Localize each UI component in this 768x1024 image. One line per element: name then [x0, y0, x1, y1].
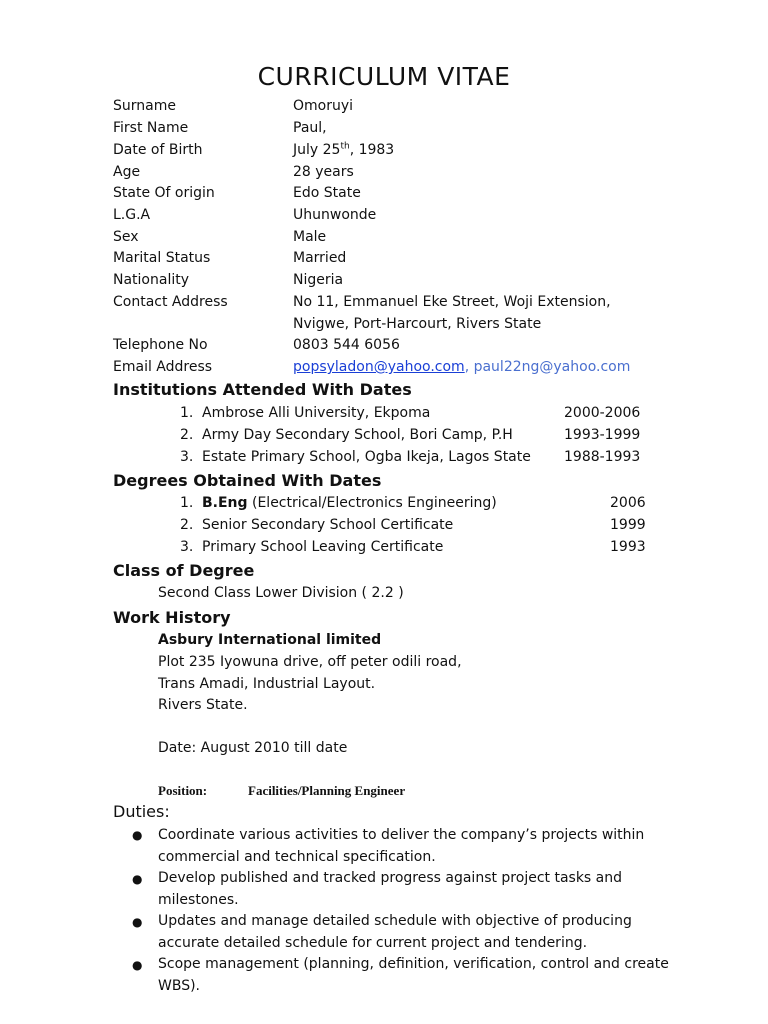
duty-item — [158, 954, 678, 997]
position-value: Facilities/Planning Engineer — [248, 783, 406, 798]
field-label: First Name — [113, 120, 189, 136]
field-value: Male — [293, 229, 327, 245]
field-label: State Of origin — [113, 185, 215, 201]
list-number: 2. — [180, 427, 194, 443]
duty-line: Develop published and tracked progress against project tasks and — [158, 870, 623, 886]
list-number: 1. — [180, 495, 194, 511]
bullet-icon: ● — [132, 958, 143, 972]
field-value: Omoruyi — [293, 98, 354, 114]
institution-item — [180, 424, 513, 446]
institution-name: Ambrose Alli University, Ekpoma — [202, 405, 431, 421]
bullet-icon: ● — [132, 872, 143, 886]
degree-item — [180, 536, 443, 558]
degree-item — [180, 514, 453, 536]
institution-name: Estate Primary School, Ogba Ikeja, Lagos State — [202, 449, 531, 465]
field-value — [293, 356, 630, 378]
field-label: Email Address — [113, 359, 213, 375]
list-number: 3. — [180, 449, 194, 465]
field-value: 0803 544 6056 — [293, 337, 400, 353]
duty-line: Coordinate various activities to deliver the company’s projects within — [158, 827, 645, 843]
duties-heading: Duties: — [113, 802, 170, 821]
class-of-degree-heading: Class of Degree — [113, 561, 255, 580]
duty-item — [158, 868, 678, 911]
duty-line: Updates and manage detailed schedule with objective of producing — [158, 913, 632, 929]
duty-item — [158, 825, 678, 868]
bullet-icon: ● — [132, 915, 143, 929]
company-name: Asbury International limited — [158, 632, 382, 648]
company-address-line: Trans Amadi, Industrial Layout. — [158, 676, 376, 692]
field-label: L.G.A — [113, 207, 151, 223]
institution-item — [180, 402, 430, 424]
list-number: 2. — [180, 517, 194, 533]
bullet-icon: ● — [132, 828, 143, 842]
institution-item — [180, 446, 531, 468]
list-number: 3. — [180, 539, 194, 555]
employment-date: Date: August 2010 till date — [158, 740, 348, 756]
field-value: Paul, — [293, 120, 327, 136]
degree-name: Primary School Leaving Certificate — [202, 539, 444, 555]
class-of-degree-value: Second Class Lower Division ( 2.2 ) — [158, 585, 404, 601]
field-label: Sex — [113, 229, 139, 245]
work-history-heading: Work History — [113, 608, 231, 627]
company-address-line: Rivers State. — [158, 697, 248, 713]
field-label: Contact Address — [113, 294, 228, 310]
degree-item — [180, 492, 497, 514]
field-label: Date of Birth — [113, 142, 203, 158]
institution-name: Army Day Secondary School, Bori Camp, P.H — [202, 427, 513, 443]
dob-main: July 25 — [293, 142, 341, 158]
contact-address-line2: Nvigwe, Port-Harcourt, Rivers State — [293, 316, 542, 332]
degrees-heading: Degrees Obtained With Dates — [113, 471, 382, 490]
field-label: Surname — [113, 98, 176, 114]
degree-year: 1999 — [610, 517, 646, 533]
position-label: Position: — [158, 783, 208, 798]
company-address-line: Plot 235 Iyowuna drive, off peter odili road, — [158, 654, 462, 670]
institution-dates: 2000-2006 — [564, 405, 641, 421]
field-label: Nationality — [113, 272, 190, 288]
duty-line: accurate detailed schedule for current project and tendering. — [158, 934, 588, 951]
degree-abbrev: B.Eng — [202, 495, 248, 511]
degree-name: Senior Secondary School Certificate — [202, 517, 454, 533]
field-value: Nigeria — [293, 272, 344, 288]
dob-suffix: th — [340, 141, 350, 152]
duty-item — [158, 911, 678, 954]
duty-line: milestones. — [158, 891, 239, 908]
institution-dates: 1988-1993 — [564, 449, 641, 465]
field-label: Telephone No — [113, 337, 208, 353]
dob-year: , 1983 — [349, 142, 395, 158]
degree-name: (Electrical/Electronics Engineering) — [247, 495, 497, 511]
field-value — [293, 139, 394, 161]
field-label: Marital Status — [113, 250, 211, 266]
degree-year: 1993 — [610, 539, 646, 555]
institutions-heading: Institutions Attended With Dates — [113, 380, 412, 399]
page-title: CURRICULUM VITAE — [257, 62, 511, 91]
institution-dates: 1993-1999 — [564, 427, 641, 443]
duty-line: commercial and technical specification. — [158, 848, 436, 865]
duty-line: WBS). — [158, 977, 200, 994]
field-value: No 11, Emmanuel Eke Street, Woji Extension, — [293, 294, 611, 310]
field-value: 28 years — [293, 164, 354, 180]
field-value: Uhunwonde — [293, 207, 377, 223]
field-label: Age — [113, 164, 141, 180]
email-link-primary[interactable]: popsyladon@yahoo.com — [293, 359, 465, 375]
degree-year: 2006 — [610, 495, 646, 511]
email-secondary: paul22ng@yahoo.com — [473, 359, 631, 375]
duty-line: Scope management (planning, definition, verification, control and create — [158, 956, 669, 972]
list-number: 1. — [180, 405, 194, 421]
email-separator: , — [464, 359, 474, 375]
field-value: Married — [293, 250, 347, 266]
field-value: Edo State — [293, 185, 361, 201]
